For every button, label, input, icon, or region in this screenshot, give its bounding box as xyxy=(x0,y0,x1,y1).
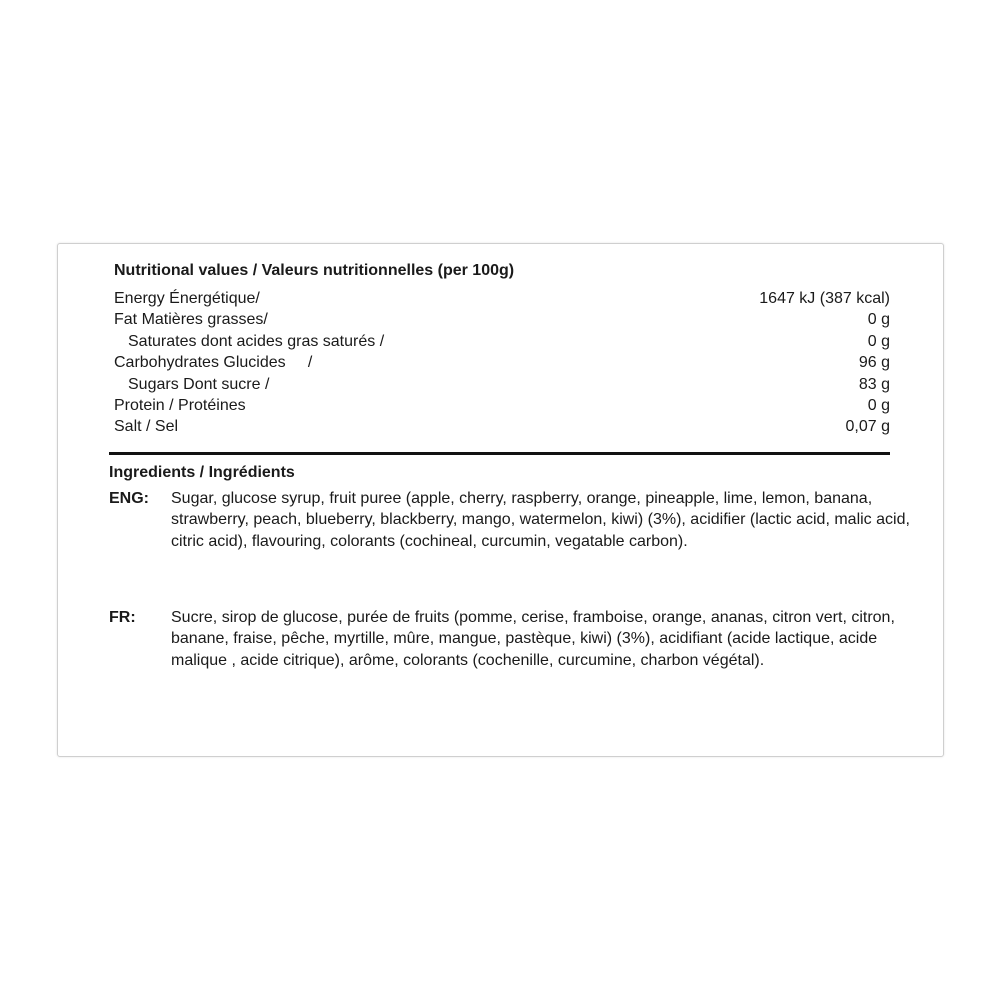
nutrition-row-fat xyxy=(114,309,890,330)
ingredients-text: Sucre, sirop de glucose, purée de fruits (pomme, cerise, framboise, orange, ananas, citron vert, citron, banane, fraise, pêche, myrtille, mûre, mangue, pastèque, kiwi) (3%), acidifiant (acide lactique, acide malique , acide citrique), arôme, colorants (cochenille, curcumine, charbon végétal). xyxy=(171,609,895,669)
nutrient-name: Salt / Sel xyxy=(114,418,179,436)
section-divider xyxy=(109,452,890,455)
nutrient-name: Energy Énergétique/ xyxy=(114,290,260,307)
ingredients-text: Sugar, glucose syrup, fruit puree (apple, cherry, raspberry, orange, pineapple, lime, lemon, banana, strawberry, peach, blueberry, blackberry, mango, watermelon, kiwi) (3%), acidifier (lactic acid, malic acid, citric acid), flavouring, colorants (cochineal, curcumin, vegatable carbon). xyxy=(171,490,910,550)
nutrition-row-sugars xyxy=(114,374,890,395)
nutrient-name: Carbohydrates Glucides / xyxy=(114,354,313,372)
nutrient-value: 0 g xyxy=(867,332,890,350)
nutrient-name: Saturates dont acides gras saturés / xyxy=(128,332,385,350)
product-label-panel xyxy=(57,243,944,757)
nutrient-value: 0 g xyxy=(867,311,890,329)
nutrient-name: Fat Matières grasses/ xyxy=(114,311,268,329)
nutrition-row-protein xyxy=(114,395,890,416)
nutrition-row-salt xyxy=(114,416,890,437)
nutrient-name: Protein / Protéines xyxy=(114,396,246,414)
language-code: ENG: xyxy=(109,490,149,507)
nutrient-value: 83 g xyxy=(858,375,890,393)
nutrition-row-energy xyxy=(114,288,890,309)
language-code: FR: xyxy=(109,609,136,626)
nutrient-value: 1647 kJ (387 kcal) xyxy=(759,290,890,307)
nutrition-row-carbohydrates xyxy=(114,352,890,373)
nutrient-name: Sugars Dont sucre / xyxy=(128,375,270,393)
ingredients-title: Ingredients / Ingrédients xyxy=(109,464,295,481)
nutrient-value: 0,07 g xyxy=(845,418,890,436)
nutrition-title: Nutritional values / Valeurs nutritionnelles (per 100g) xyxy=(114,262,515,279)
nutrition-table xyxy=(114,288,890,438)
nutrient-value: 96 g xyxy=(858,354,890,372)
nutrition-row-saturates xyxy=(114,331,890,352)
nutrient-value: 0 g xyxy=(867,396,890,414)
